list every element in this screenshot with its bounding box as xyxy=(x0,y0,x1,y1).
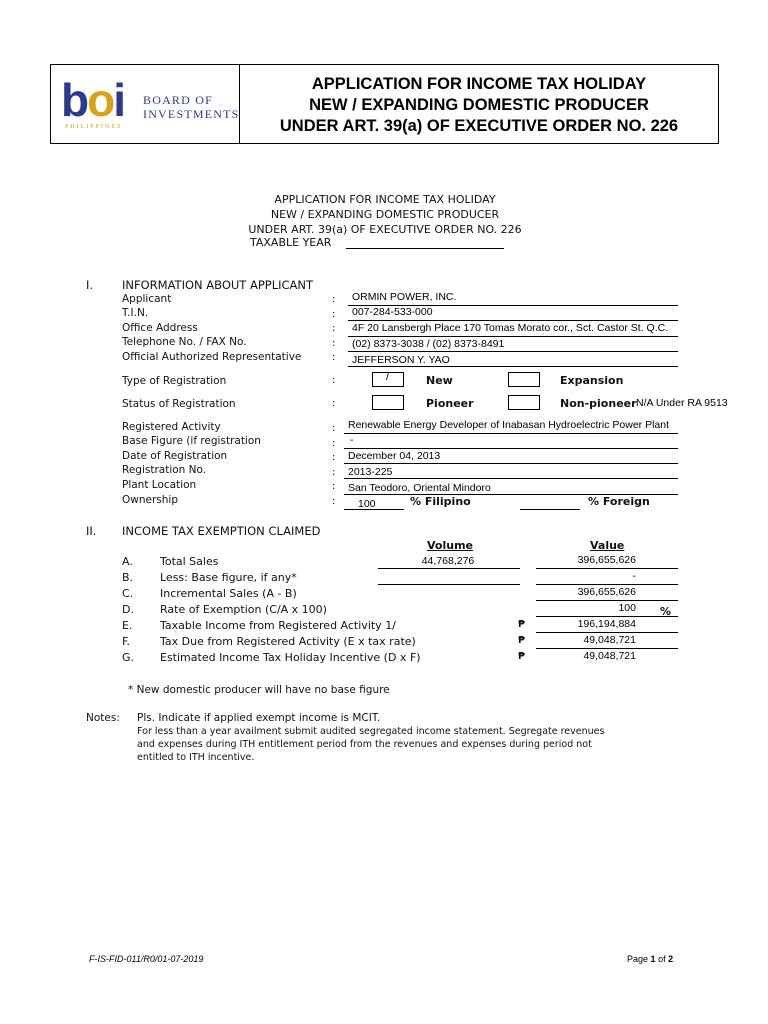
status-pioneer-label: Pioneer xyxy=(426,397,474,410)
logo-line2: INVESTMENTS xyxy=(143,107,240,121)
tin-line xyxy=(348,320,678,321)
notes-line3: and expenses during ITH entitlement period from the revenues and expenses during period not xyxy=(137,739,592,750)
section2-title: INCOME TAX EXEMPTION CLAIMED xyxy=(122,524,321,538)
row-letter: E. xyxy=(122,619,133,632)
form-code: F-IS-FID-011/R0/01-07-2019 xyxy=(89,954,204,964)
applicant-value: ORMIN POWER, INC. xyxy=(352,291,457,303)
boi-logo xyxy=(51,65,240,143)
page-num: 1 xyxy=(650,954,656,964)
notes-line2: For less than a year availment submit audited segregated income statement. Segregate revenues xyxy=(137,726,605,737)
status-colon: : xyxy=(332,398,336,409)
row-letter: F. xyxy=(122,635,131,648)
row-letter: C. xyxy=(122,587,134,600)
type-expansion-label: Expansion xyxy=(560,374,624,387)
section2-number: II. xyxy=(86,524,97,538)
activity-label: Registered Activity xyxy=(122,421,221,433)
row-value: 196,194,884 xyxy=(577,618,636,630)
type-label: Type of Registration xyxy=(122,375,227,387)
foreign-label: % Foreign xyxy=(588,495,650,508)
section1-number: I. xyxy=(86,278,94,292)
type-expansion-checkbox[interactable] xyxy=(508,372,540,387)
form-title xyxy=(200,192,570,237)
tin-label: T.I.N. xyxy=(122,307,149,319)
header-title-line1: APPLICATION FOR INCOME TAX HOLIDAY xyxy=(311,75,647,93)
notes-line1: Pls. Indicate if applied exempt income is MCIT. xyxy=(137,712,381,724)
row-label: Rate of Exemption (C/A x 100) xyxy=(160,603,327,616)
ownership-label: Ownership xyxy=(122,494,178,506)
row-value: 396,655,626 xyxy=(577,586,636,598)
plant-value: San Teodoro, Oriental Mindoro xyxy=(348,482,491,494)
row-letter: B. xyxy=(122,571,134,584)
tin-value: 007-284-533-000 xyxy=(352,306,433,318)
row-value: 49,048,721 xyxy=(583,634,636,646)
row-letter: D. xyxy=(122,603,134,616)
tel-line xyxy=(348,351,678,352)
regno-label: Registration No. xyxy=(122,464,207,476)
type-new-label: New xyxy=(426,374,453,387)
row-label: Incremental Sales (A - B) xyxy=(160,587,297,600)
tel-label: Telephone No. / FAX No. xyxy=(122,336,247,348)
section1-title: INFORMATION ABOUT APPLICANT xyxy=(122,278,314,292)
row-letter: G. xyxy=(122,651,135,664)
row-label: Taxable Income from Registered Activity 1/ xyxy=(160,619,396,632)
office-line xyxy=(348,336,678,337)
type-new-mark: / xyxy=(386,371,390,383)
percent-sign: % xyxy=(660,605,672,618)
filipino-label: % Filipino xyxy=(410,495,471,508)
form-title-line3: UNDER ART. 39(a) OF EXECUTIVE ORDER NO. 226 xyxy=(248,223,522,236)
date-label: Date of Registration xyxy=(122,450,228,462)
notes-label: Notes: xyxy=(86,712,120,724)
form-title-line2: NEW / EXPANDING DOMESTIC PRODUCER xyxy=(270,208,500,221)
row-value-line xyxy=(536,600,678,601)
row-value-line xyxy=(536,648,678,649)
row-volume-line xyxy=(378,568,520,569)
rep-label: Official Authorized Representative xyxy=(122,351,302,363)
status-nonpioneer-label: Non-pioneer xyxy=(560,397,637,410)
page-total: 2 xyxy=(668,954,674,964)
row-peso: ₱ xyxy=(518,635,525,646)
row-peso: ₱ xyxy=(518,619,525,630)
header-title xyxy=(239,65,719,143)
row-value: - xyxy=(632,570,636,582)
colon-group-2: : : : : : : xyxy=(332,423,336,507)
row-label: Less: Base figure, if any* xyxy=(160,571,297,584)
row-value: 396,655,626 xyxy=(577,554,636,566)
base-label: Base Figure (if registration xyxy=(122,435,261,447)
row-label: Tax Due from Registered Activity (E x tax rate) xyxy=(160,635,416,648)
row-volume-line xyxy=(378,584,520,585)
header-box xyxy=(50,64,719,144)
regno-line xyxy=(344,478,678,479)
row-letter: A. xyxy=(122,555,133,568)
row-label: Estimated Income Tax Holiday Incentive (D x F) xyxy=(160,651,421,664)
logo-country: PHILIPPINES xyxy=(65,124,123,130)
type-colon: : xyxy=(332,375,336,386)
colon-group-1: : : : : : xyxy=(332,294,336,363)
col-volume: Volume xyxy=(427,539,473,552)
row-volume: 44,768,276 xyxy=(421,555,475,567)
row-value-line xyxy=(536,616,678,617)
date-value: December 04, 2013 xyxy=(348,450,441,462)
applicant-label: Applicant xyxy=(122,293,172,305)
logo-line1: BOARD OF xyxy=(143,93,213,107)
status-pioneer-checkbox[interactable] xyxy=(372,395,404,410)
activity-line xyxy=(344,433,678,434)
logo-letters: boi xyxy=(61,74,124,126)
form-title-line1: APPLICATION FOR INCOME TAX HOLIDAY xyxy=(274,193,496,206)
col-value: Value xyxy=(590,539,625,552)
row-label: Total Sales xyxy=(160,555,219,568)
row-value-line xyxy=(536,568,678,569)
activity-value: Renewable Energy Developer of Inabasan Hydroelectric Power Plant xyxy=(348,419,670,431)
rep-value: JEFFERSON Y. YAO xyxy=(352,354,450,366)
status-nonpioneer-checkbox[interactable] xyxy=(508,395,540,410)
foreign-line xyxy=(520,509,580,510)
status-note: N/A Under RA 9513 xyxy=(636,397,728,409)
page-indicator xyxy=(627,954,673,964)
status-label: Status of Registration xyxy=(122,398,236,410)
base-value: - xyxy=(350,434,354,446)
header-title-line3: UNDER ART. 39(a) OF EXECUTIVE ORDER NO. 226 xyxy=(279,117,679,135)
row-value-line xyxy=(536,632,678,633)
office-label: Office Address xyxy=(122,322,198,334)
rep-line xyxy=(348,366,678,367)
regno-value: 2013-225 xyxy=(348,466,393,478)
header-title-line2: NEW / EXPANDING DOMESTIC PRODUCER xyxy=(309,96,649,114)
row-value-line xyxy=(536,584,678,585)
filipino-pct: 100 xyxy=(358,498,376,510)
date-line xyxy=(344,463,678,464)
taxable-year-label: TAXABLE YEAR xyxy=(250,236,332,249)
row-peso: ₱ xyxy=(518,651,525,662)
of-word: of xyxy=(658,954,666,964)
taxable-year-line xyxy=(346,248,504,249)
footnote: * New domestic producer will have no base figure xyxy=(128,684,390,696)
office-value: 4F 20 Lansbergh Place 170 Tomas Morato cor., Sct. Castor St. Q.C. xyxy=(352,322,669,334)
row-value: 49,048,721 xyxy=(583,650,636,662)
row-value: 100 xyxy=(618,602,636,614)
notes-line4: entitled to ITH incentive. xyxy=(137,752,255,763)
base-line xyxy=(344,448,678,449)
plant-label: Plant Location xyxy=(122,479,197,491)
tel-value: (02) 8373-3038 / (02) 8373-8491 xyxy=(352,338,505,350)
logo-text xyxy=(143,93,240,121)
page-word: Page xyxy=(627,954,649,964)
